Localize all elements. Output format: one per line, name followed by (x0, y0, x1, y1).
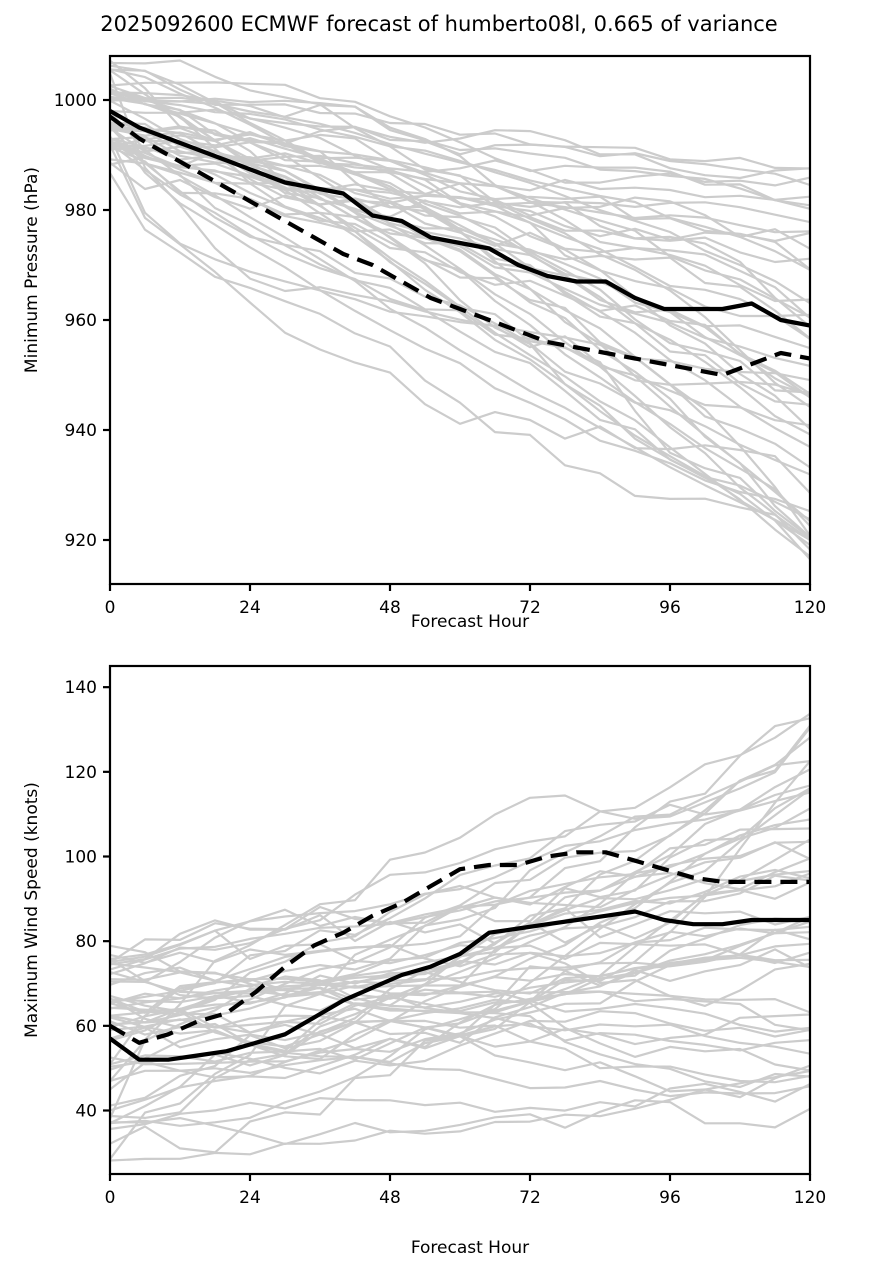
axis-ticks (65, 678, 827, 1208)
svg-text:72: 72 (519, 1188, 541, 1208)
svg-text:24: 24 (239, 598, 261, 618)
svg-text:0: 0 (104, 598, 116, 618)
pressure-plot (0, 40, 878, 640)
pressure-yaxis-label: Minimum Pressure (hPa) (22, 166, 42, 374)
svg-text:120: 120 (793, 1188, 827, 1208)
wind-yaxis-label: Maximum Wind Speed (knots) (22, 782, 42, 1038)
wind-plot (0, 650, 878, 1230)
svg-text:980: 980 (64, 201, 97, 221)
svg-text:96: 96 (659, 598, 681, 618)
svg-text:120: 120 (793, 598, 827, 618)
svg-text:920: 920 (64, 531, 97, 551)
svg-text:100: 100 (64, 847, 97, 868)
svg-text:48: 48 (379, 598, 401, 618)
svg-text:48: 48 (379, 1188, 401, 1208)
svg-text:0: 0 (104, 1188, 116, 1208)
svg-text:140: 140 (64, 678, 97, 699)
svg-text:940: 940 (64, 421, 97, 441)
pressure-panel (0, 40, 878, 640)
wind-panel (0, 650, 878, 1230)
svg-text:96: 96 (659, 1188, 681, 1208)
svg-text:1000: 1000 (53, 91, 97, 111)
svg-text:960: 960 (64, 311, 97, 331)
ensemble-traces (110, 714, 810, 1161)
svg-text:24: 24 (239, 1188, 261, 1208)
page-title: 2025092600 ECMWF forecast of humberto08l, 0.665 of variance (100, 12, 778, 36)
svg-text:80: 80 (75, 932, 97, 953)
svg-text:40: 40 (75, 1101, 97, 1122)
svg-text:60: 60 (75, 1016, 97, 1037)
svg-text:120: 120 (64, 762, 97, 783)
wind-xaxis-label: Forecast Hour (410, 1238, 530, 1258)
pressure-xaxis-label: Forecast Hour (410, 612, 530, 632)
svg-text:72: 72 (519, 598, 541, 618)
